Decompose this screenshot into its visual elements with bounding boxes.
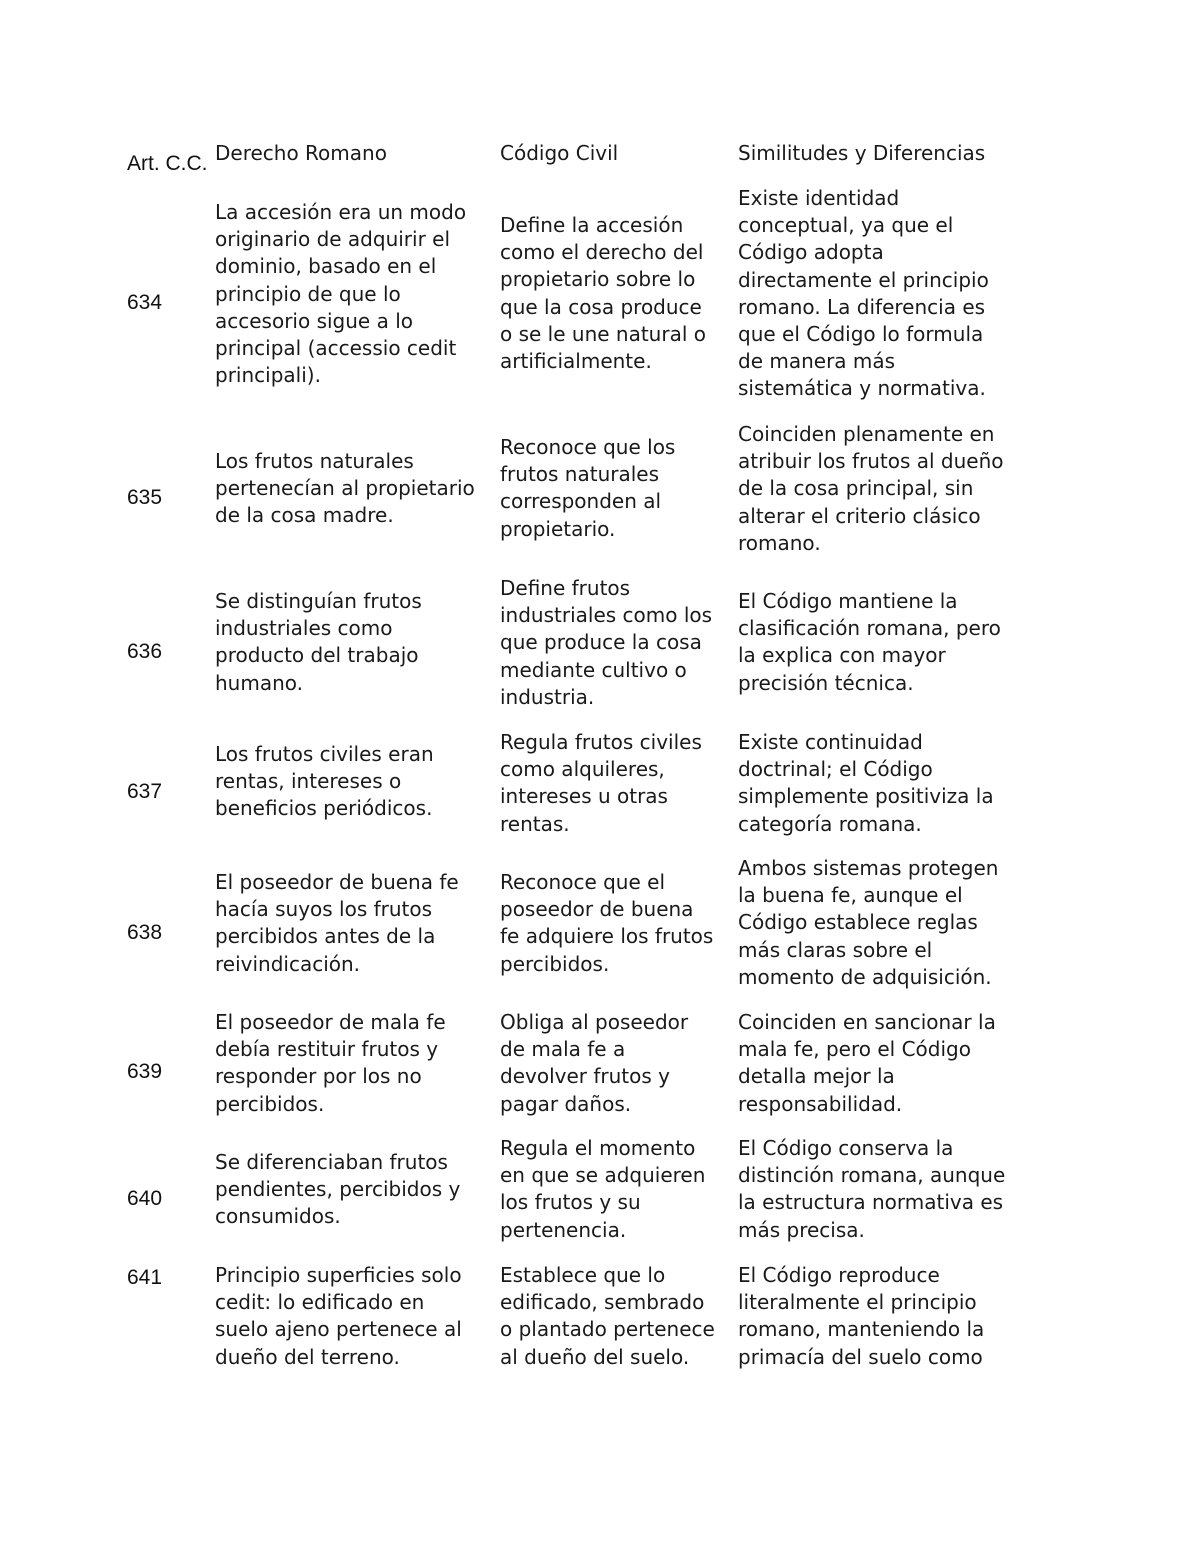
row-comparacion-text: Coinciden plenamente en atribuir los frutos al dueño de la cosa principal, sin alterar el criterio clásico romano. <box>738 422 1004 555</box>
row-art-number: 636 <box>127 640 163 663</box>
row-romano-text: Se diferenciaban frutos pendientes, percibidos y consumidos. <box>215 1150 461 1229</box>
row-art-number: 639 <box>127 1060 163 1083</box>
row-art-number: 640 <box>127 1187 163 1210</box>
row-comparacion-text: Existe identidad conceptual, ya que el Código adopta directamente el principio romano. La diferencia es que el Código lo formula de manera más sistemática y normativa. <box>738 186 989 401</box>
row-civil-text: Reconoce que los frutos naturales corresponden al propietario. <box>500 435 676 541</box>
header-derecho-romano: Derecho Romano <box>215 141 387 165</box>
row-romano-text: Los frutos civiles eran rentas, intereses o beneficios periódicos. <box>215 742 434 821</box>
row-comparacion-text: El Código conserva la distinción romana, aunque la estructura normativa es más precisa. <box>738 1136 1006 1242</box>
row-civil-text: Obliga al poseedor de mala fe a devolver frutos y pagar daños. <box>500 1010 689 1116</box>
row-civil-text: Define la accesión como el derecho del propietario sobre lo que la cosa produce o se le une natural o artificialmente. <box>500 213 706 374</box>
row-art-number: 641 <box>127 1266 163 1289</box>
row-civil-text: Regula el momento en que se adquieren los frutos y su pertenencia. <box>500 1136 706 1242</box>
row-civil-text: Reconoce que el poseedor de buena fe adquiere los frutos percibidos. <box>500 870 714 976</box>
row-art-number: 638 <box>127 921 163 944</box>
header-codigo-civil: Código Civil <box>500 141 619 165</box>
row-romano-text: El poseedor de mala fe debía restituir frutos y responder por los no percibidos. <box>215 1010 446 1116</box>
row-romano-text: Se distinguían frutos industriales como producto del trabajo humano. <box>215 589 422 695</box>
header-similitudes: Similitudes y Diferencias <box>738 141 986 165</box>
row-art-number: 634 <box>127 291 163 314</box>
row-romano-text: El poseedor de buena fe hacía suyos los frutos percibidos antes de la reivindicación. <box>215 870 459 976</box>
row-comparacion-text: El Código reproduce literalmente el principio romano, manteniendo la primacía del suelo como <box>738 1263 985 1369</box>
row-comparacion-text: El Código mantiene la clasificación romana, pero la explica con mayor precisión técnica. <box>738 589 1001 695</box>
header-art: Art. C.C. <box>127 152 208 175</box>
row-comparacion-text: Coinciden en sancionar la mala fe, pero el Código detalla mejor la responsabilidad. <box>738 1010 996 1116</box>
row-romano-text: Los frutos naturales pertenecían al propietario de la cosa madre. <box>215 449 475 528</box>
row-comparacion-text: Ambos sistemas protegen la buena fe, aunque el Código establece reglas más claras sobre el momento de adquisición. <box>738 856 999 989</box>
row-romano-text: Principio superficies solo cedit: lo edificado en suelo ajeno pertenece al dueño del terreno. <box>215 1263 462 1369</box>
row-romano-text: La accesión era un modo originario de adquirir el dominio, basado en el principio de que lo accesorio sigue a lo principal (accessio cedit principali). <box>215 200 467 388</box>
row-civil-text: Establece que lo edificado, sembrado o plantado pertenece al dueño del suelo. <box>500 1263 715 1369</box>
row-art-number: 635 <box>127 486 163 509</box>
row-comparacion-text: Existe continuidad doctrinal; el Código simplemente positiviza la categoría romana. <box>738 730 994 836</box>
row-civil-text: Regula frutos civiles como alquileres, intereses u otras rentas. <box>500 730 702 836</box>
row-civil-text: Define frutos industriales como los que produce la cosa mediante cultivo o industria. <box>500 576 713 709</box>
row-art-number: 637 <box>127 780 163 803</box>
